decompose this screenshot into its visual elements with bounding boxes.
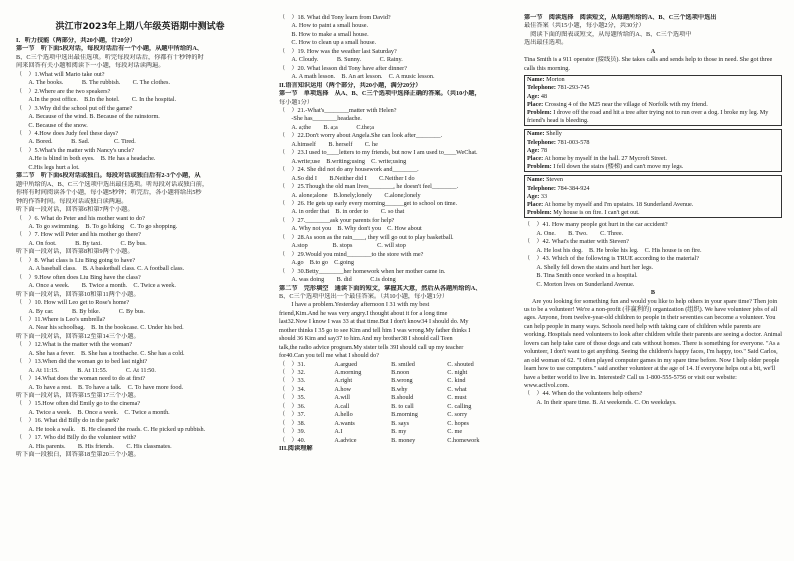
caller-name: Name: Steven bbox=[527, 176, 563, 184]
question-line: （ ）20. What lesson did Tony have after dinner? bbox=[279, 64, 407, 72]
cloze-cell: B. my bbox=[391, 428, 407, 436]
question-line: A.He is blind in both eyes. B. He has a headache. bbox=[16, 155, 156, 163]
cloze-cell: C. night bbox=[447, 369, 468, 377]
cloze-cell: A.will bbox=[334, 394, 351, 402]
question-line: A. By car. B. By bike. C. By bus. bbox=[16, 307, 145, 315]
question-line: mother thinks I 35 go to see Kim and tell him I was wrong.My father thinks I bbox=[279, 326, 471, 334]
caller-field-label: Age: bbox=[527, 192, 540, 200]
question-line: A. At 11:15. B. At 11:55. C. At 11:50. bbox=[16, 366, 156, 374]
caller-field-label: Telephone: bbox=[527, 84, 556, 92]
cloze-cell: （ ）36. bbox=[279, 402, 306, 410]
question-line: 题中所给的A、B、C三个选项中选出最佳选项。听每段对话或独白前， bbox=[16, 180, 209, 188]
question-line: A. On foot. B. By taxi. C. By bus. bbox=[16, 239, 147, 247]
question-line: I have a problem.Yesterday afternoon I 31 with my best bbox=[279, 301, 430, 309]
cloze-row bbox=[279, 361, 515, 369]
cloze-cell: C. hopes bbox=[447, 419, 469, 427]
question-line: （ ）2.Where are the two speakers? bbox=[16, 87, 111, 95]
caller-field-label: Name: bbox=[527, 130, 545, 138]
question-line: 你将有时间阅读各个小题，每小题5秒钟；听完后，各小题将给出5秒 bbox=[16, 189, 202, 197]
caller-field-label: Problem: bbox=[527, 163, 552, 171]
question-line: （ ）4.How does Judy feel these days? bbox=[16, 129, 119, 137]
question-line: （ ）13.When did the woman go to bed last night? bbox=[16, 358, 148, 366]
question-line: 第一节 单项选择 从A、B、C三个选项中选择正确的答案。（共10小题， bbox=[279, 90, 481, 98]
cloze-cell: A.hello bbox=[334, 411, 353, 419]
cloze-cell: C. calling bbox=[447, 402, 472, 410]
question-line: 听下面一段独白，回答第18至第20三个小题。 bbox=[16, 451, 140, 459]
question-line: C.His legs hurt a lot. bbox=[16, 163, 80, 171]
question-line: I．听力技能（两部分，共20小题，计20分） bbox=[16, 37, 136, 44]
question-line: 每小题1分） bbox=[279, 98, 314, 106]
question-line: 第二节 听下面6段对话或独白。每段对话或独白后有2-3个小题，从 bbox=[16, 172, 201, 180]
question-line: A. Bored. B. Sad. C. Tired. bbox=[16, 138, 136, 146]
cloze-row bbox=[279, 437, 515, 445]
cloze-row bbox=[279, 369, 515, 377]
question-line: A. Why not you B. Why don't you C. How about bbox=[279, 225, 422, 233]
caller-card bbox=[524, 75, 782, 126]
question-line: （ ）26. He gets up early every morning______get to school on time. bbox=[279, 199, 458, 207]
caller-field-label: Place: bbox=[527, 100, 544, 108]
question-line: 听下面一段对话，回答第8和第9两个小题。 bbox=[16, 248, 134, 256]
question-line: （ ）27.________ask your parents for help? bbox=[279, 216, 395, 224]
question-line: A.So did I B.Neither did I C.Neither I do bbox=[279, 174, 415, 182]
cloze-cell: A.right bbox=[334, 377, 353, 385]
instruction-line: 选出最佳选项。 bbox=[524, 39, 568, 47]
cloze-cell: C. what bbox=[447, 385, 467, 393]
cloze-cell: A.call bbox=[334, 402, 350, 410]
question-line: B、C三个选项中选出最佳选项。听完每段对话后，你都有十秒钟的时 bbox=[16, 53, 204, 61]
caller-phone: Telephone: 781-003-578 bbox=[527, 138, 590, 146]
question-line: A. Because of the wind. B. Because of the rainstorm. bbox=[16, 113, 160, 121]
question-line: （ ）18. What did Tony learn from David? bbox=[279, 14, 391, 21]
question-line: A. Cloudy. B. Sunny. C. Rainy. bbox=[279, 56, 403, 64]
cloze-cell: C. shouted bbox=[447, 360, 474, 368]
question-line: 钟的作答时间。每段对话或独白读两遍。 bbox=[16, 197, 128, 205]
question-line: B. How to make a small house. bbox=[279, 30, 369, 38]
question-line: A. Shelly fell down the stairs and hurt her legs. bbox=[524, 263, 654, 271]
passage-b-questions bbox=[524, 390, 782, 407]
question-line: A. Twice a week. B. Once a week. C. Twice a month. bbox=[16, 408, 170, 416]
cloze-cell: B. smiled bbox=[391, 360, 415, 368]
passage-a-intro: Tina Smith is a 911 operator (接线员). She takes calls and sends help to those in need. She got three calls this morning. bbox=[524, 56, 773, 72]
question-line: A.In the post office. B.In the hotel. C. In the hospital. bbox=[16, 96, 177, 104]
question-line: II.语言知识运用（两个部分，共20小题，满分20分） bbox=[279, 81, 422, 89]
question-line: 间来回答有关小题和阅读下一小题，每段对话读两遍。 bbox=[16, 62, 165, 70]
question-line: （ ）9.How often does Liu Bing have the class? bbox=[16, 273, 141, 281]
caller-age: Age: 33 bbox=[527, 192, 548, 200]
question-line: （ ）17. Who did Billy do the volunteer with? bbox=[16, 434, 137, 442]
question-line: （ ）5.What's the matter with Nancy's uncle? bbox=[16, 146, 135, 154]
cloze-cell: B.morning bbox=[391, 411, 418, 419]
caller-place: Place: At home by myself and I'm upstairs. 18 Sunderland Avenue. bbox=[527, 201, 694, 209]
question-line: 听下面一段对话，回答第15至第17三个小题。 bbox=[16, 392, 140, 400]
caller-place: Place: At home by myself in the hall. 27 Mycroft Street. bbox=[527, 155, 667, 162]
cloze-row bbox=[279, 377, 515, 385]
cloze-options-table bbox=[279, 361, 515, 446]
caller-field-label: Age: bbox=[527, 146, 540, 154]
question-line: （ ）6. What do Peter and his mother want to do? bbox=[16, 214, 145, 222]
question-line: A. a;the B. a;a C.the;a bbox=[279, 123, 375, 131]
question-line: （ ）15.How often did Emily go to the cinema? bbox=[16, 400, 141, 408]
cloze-cell: B.should bbox=[391, 394, 414, 402]
question-line: （ ）24. She did not do any housework and________. bbox=[279, 166, 419, 174]
cloze-row bbox=[279, 386, 515, 394]
caller-age: Age: 48 bbox=[527, 92, 548, 100]
reading-intro bbox=[524, 14, 782, 48]
question-line: （ ）44. When do the volunteers help others? bbox=[524, 390, 643, 398]
cloze-cell: （ ）39. bbox=[279, 428, 306, 436]
cloze-cell: C. me bbox=[447, 428, 463, 436]
caller-field-label: Place: bbox=[527, 201, 544, 209]
question-line: 听下面一段对话，回答第12至第14三个小题。 bbox=[16, 332, 140, 340]
caller-card bbox=[524, 129, 782, 172]
question-line: （ ）41. How many people got hurt in the car accident? bbox=[524, 221, 668, 229]
question-line: A. His parents. B. His friends. C. His classmates. bbox=[16, 442, 172, 450]
cloze-cell: B. to call bbox=[391, 402, 414, 410]
question-line: for40.Can you tell me what I should do? bbox=[279, 352, 380, 360]
question-line: （ ）14.What does the woman need to do at first? bbox=[16, 375, 146, 383]
caller-field-label: Telephone: bbox=[527, 138, 556, 146]
passage-a-questions bbox=[524, 221, 782, 289]
page-title: 洪江市2023年上期八年级英语期中测试卷 bbox=[55, 22, 225, 32]
question-line: A. Near his schoolbag. B. In the bookcase. C. Under his bed. bbox=[16, 324, 184, 332]
question-line: A. She has a fever. B. She has a toothache. C. She has a cold. bbox=[16, 349, 185, 357]
question-line: -She has________headache. bbox=[279, 115, 362, 123]
cloze-row bbox=[279, 428, 515, 436]
question-line: A. He took a walk. B. He cleaned the roads. C. He picked up rubbish. bbox=[16, 425, 206, 433]
question-line: B. Tina Smith once worked in a hospital. bbox=[524, 272, 638, 280]
cloze-cell: B.noon bbox=[391, 369, 410, 377]
question-line: A. To have a rest. B. To have a talk. C. To have more food. bbox=[16, 383, 184, 391]
caller-card bbox=[524, 175, 782, 218]
cloze-cell: （ ）33. bbox=[279, 377, 306, 385]
cloze-cell: （ ）37. bbox=[279, 411, 306, 419]
question-line: A. In their spare time. B. At weekends. C. On weekdays. bbox=[524, 398, 677, 406]
question-line: A. A math lesson. B. An art lesson. C. A music lesson. bbox=[279, 73, 435, 81]
question-line: A. alone;alone B.lonely;lonely C.alone;lonely bbox=[279, 191, 421, 199]
caller-place: Place: Crossing 4 of the M25 near the village of Norfolk with my friend. bbox=[527, 100, 708, 108]
question-line: 第一节 听下面5段对话，每段对话后有一个小题，从题中所给的A、 bbox=[16, 45, 203, 53]
passage-a-label: A bbox=[650, 47, 656, 55]
question-line: friend,Kim.And he was very angry.I thought about it for a long time bbox=[279, 309, 448, 317]
caller-name: Name: Shelly bbox=[527, 130, 562, 138]
question-line: B、C三个选项中选出一个最佳答案。（共10小题，每小题1分） bbox=[279, 292, 449, 300]
question-line: （ ）12.What is the matter with the woman? bbox=[16, 341, 132, 349]
question-line: A. Once a week. B. Twice a month. C. Twice a week. bbox=[16, 282, 176, 290]
question-line: （ ）25.Though the old man lives________, he doesn't feel________. bbox=[279, 183, 459, 191]
cloze-cell: C. must bbox=[447, 394, 467, 402]
question-line: （ ）42. What's the matter with Steven? bbox=[524, 238, 629, 246]
caller-age: Age: 78 bbox=[527, 146, 548, 154]
question-line: A.go B.to go C.going bbox=[279, 259, 354, 267]
question-line: （ ）7. How will Peter and his mother go there? bbox=[16, 231, 141, 239]
cloze-cell: （ ）35. bbox=[279, 394, 306, 402]
call-cards bbox=[524, 75, 782, 218]
question-line: （ ）16. What did Billy do in the park? bbox=[16, 417, 120, 425]
cloze-cell: （ ）34. bbox=[279, 385, 306, 393]
instruction-line: 第一节 阅读选择 阅读短文，从每题所给的A、B、C三个选项中选出 bbox=[524, 14, 717, 21]
column-middle bbox=[279, 14, 515, 554]
caller-field-label: Age: bbox=[527, 92, 540, 100]
question-line: 听下面一段对话，回答第6和第7两个小题。 bbox=[16, 206, 134, 214]
caller-field-label: Name: bbox=[527, 76, 545, 84]
cloze-cell: （ ）40. bbox=[279, 436, 306, 444]
question-line: （ ）23.I used to____letters to my friends, but now I am used to____WeChat. bbox=[279, 149, 478, 157]
caller-problem: Problem: I drove off the road and hit a tree after trying not to run over a dog. I broke my leg. My friend's head is bleeding. bbox=[527, 108, 769, 125]
caller-field-label: Place: bbox=[527, 155, 544, 162]
caller-name: Name: Morton bbox=[527, 76, 565, 84]
caller-field-label: Problem: bbox=[527, 108, 552, 116]
cloze-cell: C. kind bbox=[447, 377, 466, 385]
cloze-cell: C. sorry bbox=[447, 411, 468, 419]
question-line: （ ）19. How was the weather last Saturday? bbox=[279, 47, 397, 55]
cloze-cell: A.advice bbox=[334, 436, 357, 444]
cloze-cell: （ ）32. bbox=[279, 369, 306, 377]
cloze-row bbox=[279, 403, 515, 411]
cloze-cell: A.wants bbox=[334, 419, 355, 427]
caller-phone: Telephone: 781-293-745 bbox=[527, 84, 590, 92]
passage-b-label: B bbox=[650, 289, 656, 297]
question-line: A. The books. B. The rubbish. C. The clothes. bbox=[16, 79, 170, 87]
question-line: C. How to clean up a small house. bbox=[279, 39, 377, 47]
question-line: A.stop B. stops C. will stop bbox=[279, 242, 406, 250]
cloze-cell: B.wrong bbox=[391, 377, 413, 385]
caller-phone: Telephone: 784-384-924 bbox=[527, 184, 590, 192]
cloze-cell: （ ）31. bbox=[279, 360, 306, 368]
question-line: 听下面一段对话，回答第10和第11两个小题。 bbox=[16, 290, 140, 298]
column-right bbox=[524, 14, 782, 554]
question-line: A. was doing B. did C.is doing bbox=[279, 276, 396, 284]
question-line: （ ）22.Don't worry about Angela.She can look after________. bbox=[279, 132, 443, 140]
question-line: talk,the radio advice program.My sister tells 39I should call up my teacher bbox=[279, 343, 464, 351]
cloze-row bbox=[279, 420, 515, 428]
question-line: （ ）30.Betty________her homework when her mother came in. bbox=[279, 267, 446, 275]
instruction-line: 最佳答案（共15小题，每小题2分，共30分） bbox=[524, 22, 645, 30]
passage-b-text: Are you looking for something fun and would you like to help others in your spare time? Then join us to be a volunteer! We're a non-profit (非赢利的) organization (组织). We have volunteer jobs of all ages. Anyone, from twelve-year-old children to people in their seventies can become a volunteer. You can help people in many ways. Schools need help with taking care of children while parents are working. Hospitals need volunteers to look after children while their parents are seeing a doctor. Animal lovers can help take care of those dogs and cats without homes. There is something for everyone. "As a volunteer, I don't want to get anything. Seeing the children's happy faces, I'm happy, too." Said Carlos, an old woman of 62. "I often played computer games in my spare time before. Now I help older people learn how to use computers." said another volunteer at the age of 14. If everyone helps out a bit, we'll have a better world to live in. Interested? Call us 1-800-555-5756 or visit our website: www.actlvol.com. bbox=[524, 297, 782, 390]
question-line: 第二节 完形填空 通读下面的短文，掌握其大意，然后从各题所给的A、 bbox=[279, 284, 482, 292]
cloze-row bbox=[279, 411, 515, 419]
question-line: （ ）21.-What's________matter with Helen? bbox=[279, 106, 397, 114]
reading-heading: III.阅读理解 bbox=[279, 445, 313, 453]
cloze-cell: A.how bbox=[334, 385, 352, 393]
cloze-cell: A.I bbox=[334, 428, 343, 436]
instruction-line: 阅读下面的图表或短文，从每题所给的A、B、C三个选项中 bbox=[524, 30, 692, 38]
caller-field-label: Telephone: bbox=[527, 184, 556, 192]
caller-field-label: Problem: bbox=[527, 209, 552, 217]
caller-field-label: Name: bbox=[527, 176, 545, 184]
question-line: （ ）11.Where is Leo's umbrella? bbox=[16, 315, 106, 323]
question-line: A. To go swimming. B. To go hiking C. To go shopping. bbox=[16, 222, 178, 230]
question-line: C. Morton lives on Sunderland Avenue. bbox=[524, 280, 635, 288]
cloze-cell: B.why bbox=[391, 385, 408, 393]
question-line: A.write;use B.writing;using C. write;using bbox=[279, 157, 407, 165]
cloze-cell: C.homework bbox=[447, 436, 480, 444]
question-line: （ ）29.Would you mind________to the store with me? bbox=[279, 250, 424, 258]
question-line: （ ）1.What will Mario take out? bbox=[16, 70, 105, 78]
cloze-cell: A.argued bbox=[334, 360, 358, 368]
question-line: A. One. B. Two. C. Three. bbox=[524, 229, 624, 237]
caller-problem: Problem: I fell down the stairs (楼梯) and can't move my legs. bbox=[527, 163, 684, 171]
question-line: A. He lost his dog. B. He broke his leg. C. His house is on fire. bbox=[524, 246, 702, 254]
question-line: A.himself B. herself C. he bbox=[279, 140, 378, 148]
listening-section bbox=[16, 37, 264, 460]
cloze-cell: （ ）38. bbox=[279, 419, 306, 427]
question-line: A. in order that B. in order to C. so that bbox=[279, 208, 405, 216]
question-line: （ ）3.Why did the school put off the game? bbox=[16, 104, 133, 112]
cloze-cell: A.morning bbox=[334, 369, 362, 377]
caller-problem: Problem: My house is on fire. I can't get out. bbox=[527, 209, 640, 217]
question-line: last32.Now I know I was 33 at that time.But I don't know34 I should do. My bbox=[279, 318, 469, 326]
question-line: （ ）28.As soon as the rain____, they will go out to play basketball. bbox=[279, 233, 454, 241]
question-line: （ ）43. Which of the following is TRUE according to the material? bbox=[524, 255, 699, 263]
question-line: C. Because of the snow. bbox=[16, 121, 88, 129]
column-left bbox=[16, 14, 264, 554]
question-line: （ ）8. What class is Liu Bing going to have? bbox=[16, 256, 136, 264]
question-line: （ ）10. How will Leo get to Rose's home? bbox=[16, 299, 130, 307]
cloze-cell: B. money bbox=[391, 436, 416, 444]
question-line: should 36 Kim and say37 to him.And my brother38 I should call Teen bbox=[279, 335, 453, 343]
language-section bbox=[279, 14, 515, 361]
question-line: A. How to paint a small house. bbox=[279, 22, 369, 30]
cloze-row bbox=[279, 394, 515, 402]
cloze-cell: B. says bbox=[391, 419, 410, 427]
question-line: A. A baseball class. B. A basketball class. C. A football class. bbox=[16, 265, 185, 273]
